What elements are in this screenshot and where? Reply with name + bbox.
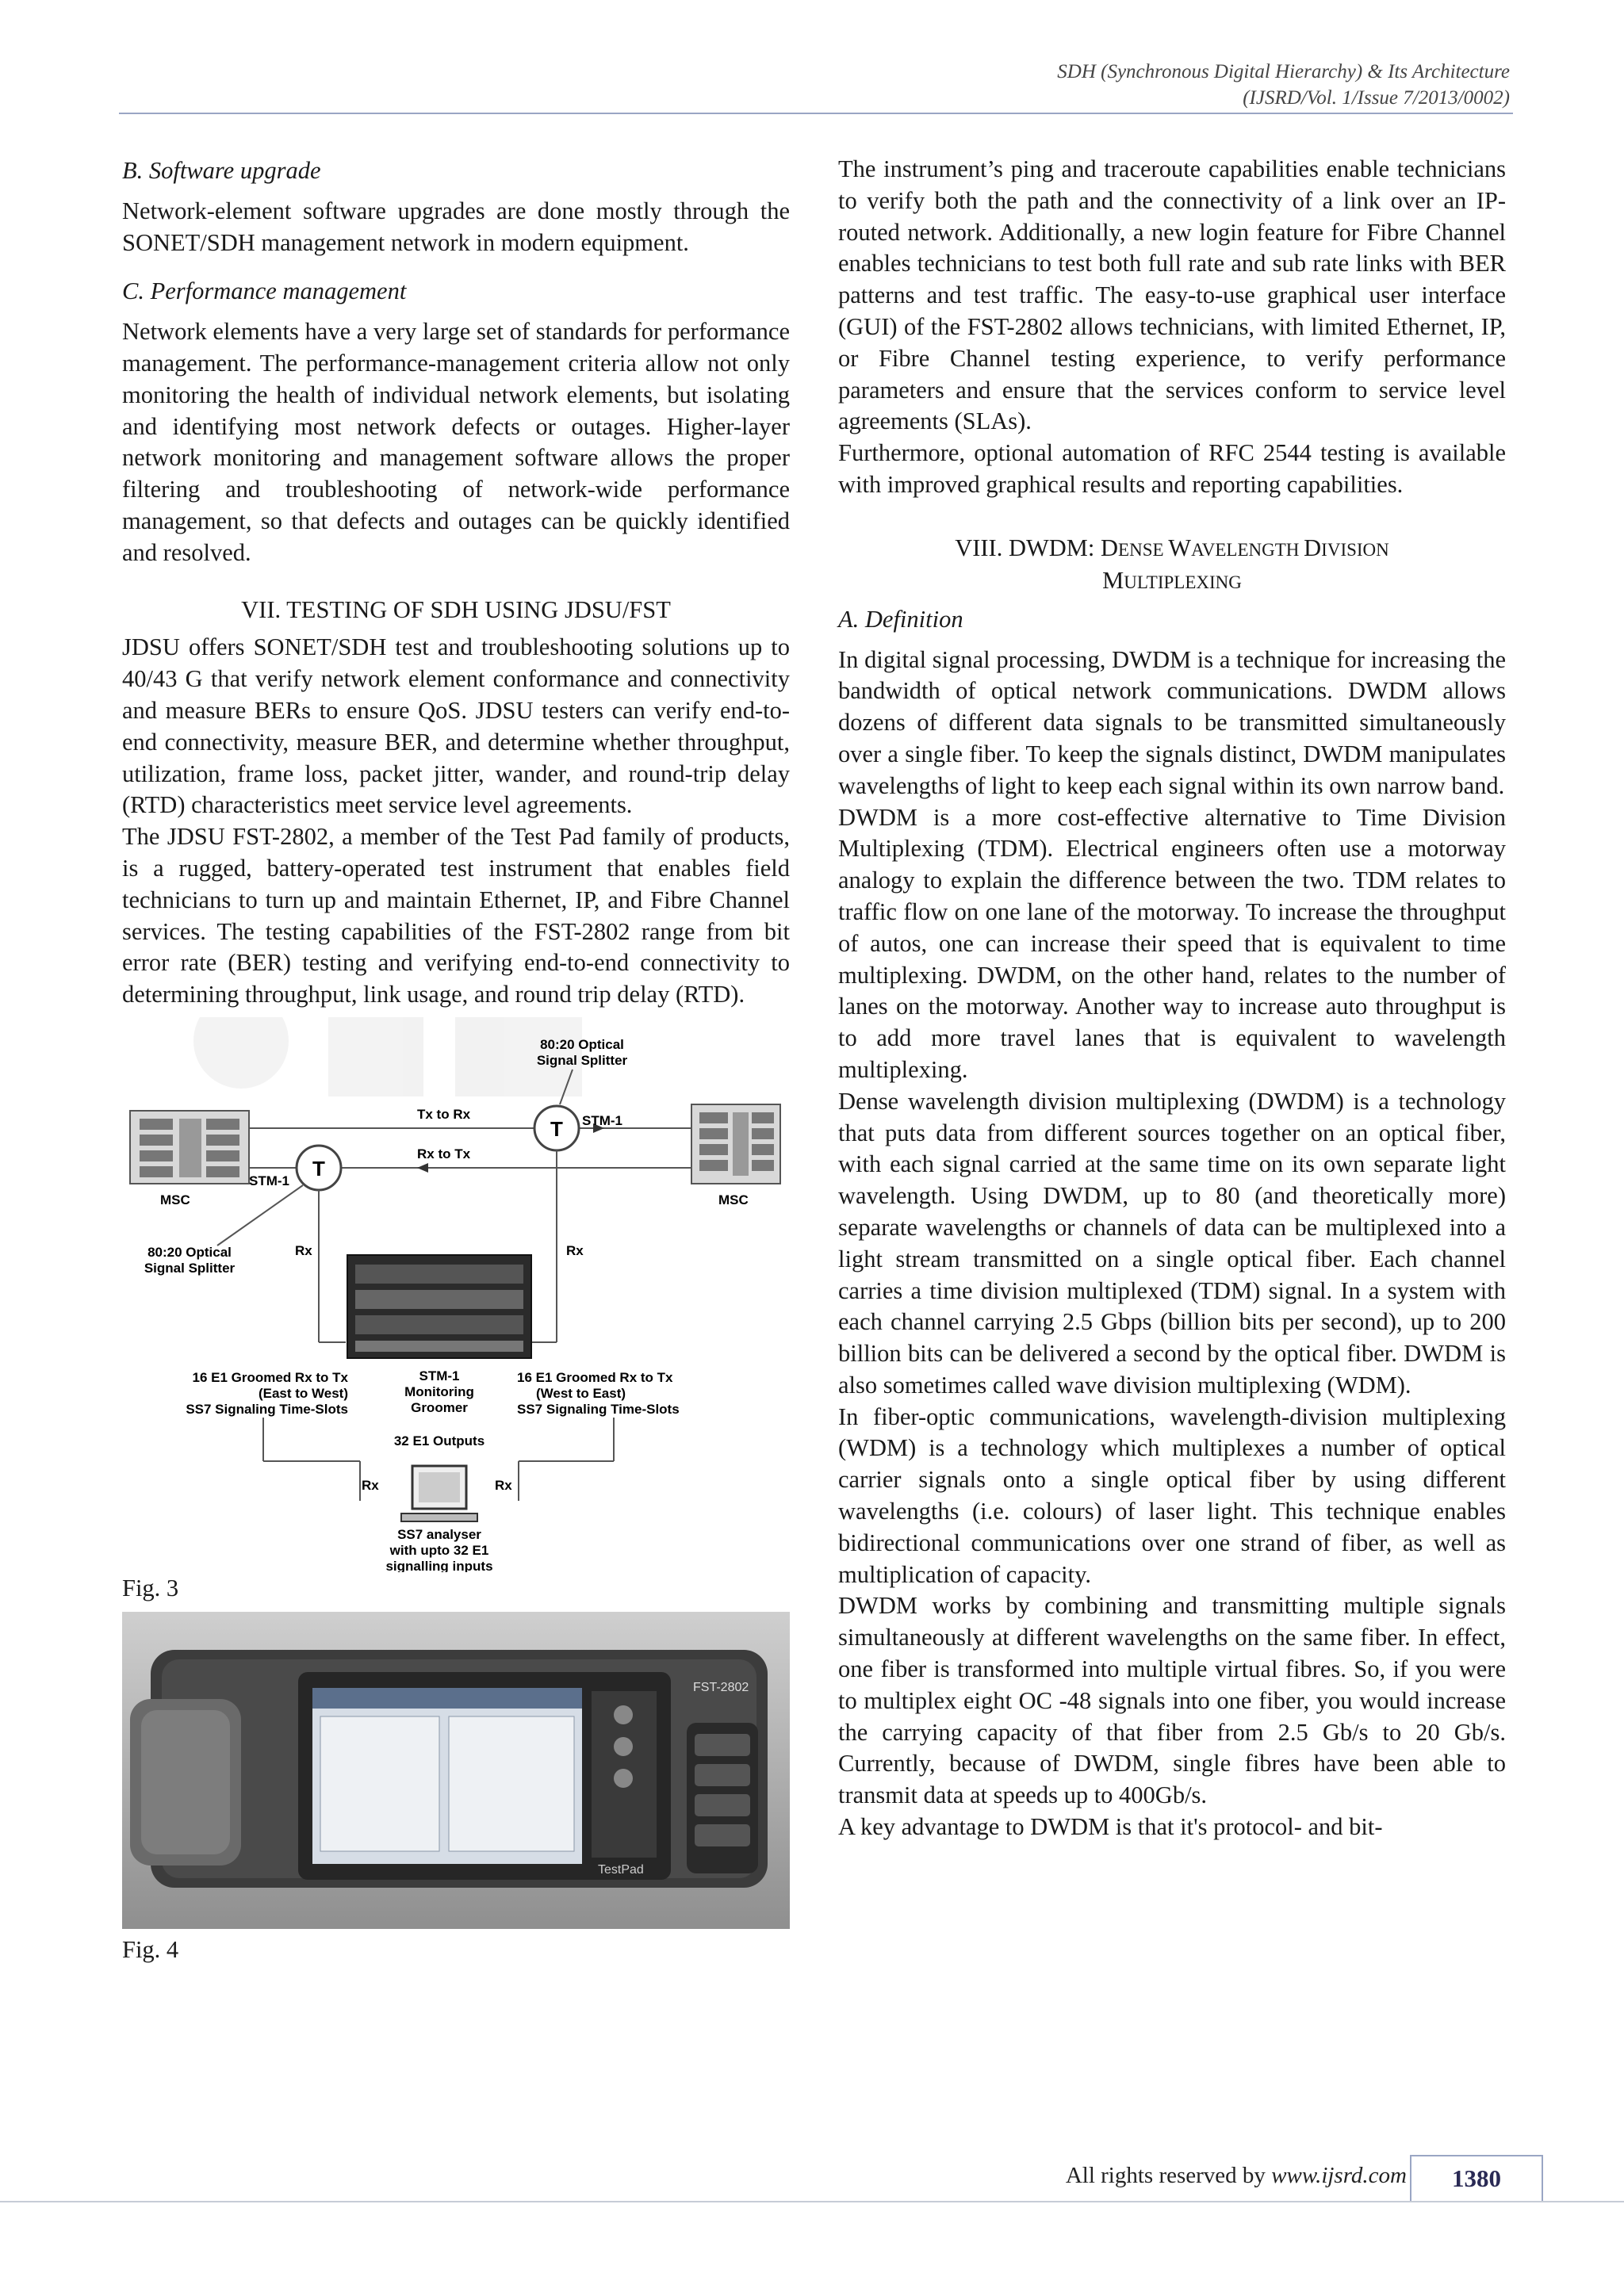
section-b-heading: B. Software upgrade xyxy=(122,157,321,184)
rx-left-label: Rx xyxy=(295,1242,312,1258)
footer-rights xyxy=(1066,2160,1407,2191)
figure-3-diagram xyxy=(122,1017,790,1572)
left-column xyxy=(122,155,790,1965)
section-8-heading-part: ULTIPLEXING xyxy=(1124,572,1242,592)
figure-4-caption: Fig. 4 xyxy=(122,1935,179,1963)
groom-left-1: 16 E1 Groomed Rx to Tx xyxy=(192,1369,348,1385)
groom-left-3: SS7 Signaling Time-Slots xyxy=(186,1401,348,1417)
right-paragraph-2: Furthermore, optional automation of RFC 2544 testing is available with improved graphical results and reporting capabilities. xyxy=(838,439,1506,498)
msc-right-label: MSC xyxy=(718,1192,749,1207)
msc-right-rack xyxy=(691,1104,780,1184)
groom-right-2: (West to East) xyxy=(536,1385,626,1401)
figure-3-caption: Fig. 3 xyxy=(122,1574,179,1601)
analyser-computer xyxy=(401,1466,477,1521)
splitter-right xyxy=(534,1106,579,1150)
splitter-top-label-2: Signal Splitter xyxy=(536,1052,628,1068)
right-paragraph-3: In digital signal processing, DWDM is a technique for increasing the bandwidth of optical network communications. DWDM allows dozens of different data signals to be transmitted simultaneously over a single fiber. To keep the signals distinct, DWDM manipulates wavelengths of light to keep each signal within its own narrow band. xyxy=(838,645,1506,799)
section-8-heading-part: VIII. DWDM: D xyxy=(955,534,1119,561)
section-8-heading xyxy=(838,533,1506,598)
groom-right-1: 16 E1 Groomed Rx to Tx xyxy=(517,1369,673,1385)
splitter-left-label: 80:20 Optical xyxy=(147,1244,232,1260)
rx-bottom-right-label: Rx xyxy=(495,1477,512,1493)
rx-right-label: Rx xyxy=(566,1242,584,1258)
groom-right-3: SS7 Signaling Time-Slots xyxy=(517,1401,680,1417)
splitter-left-label-2: Signal Splitter xyxy=(144,1260,236,1276)
splitter-top-label: 80:20 Optical xyxy=(540,1036,624,1052)
splitter-left xyxy=(297,1146,341,1190)
right-column xyxy=(838,154,1506,1843)
right-paragraph-6: In fiber-optic communications, wavelength-division multiplexing (WDM) is a technology which multiplexes a number of optical carrier signals onto a single optical fiber by using different wavelengths (i.e. colours) of laser light. This technique enables bidirectional communications over one strand of fiber, as well as multiplication of capacity. xyxy=(838,1402,1506,1588)
groomer-label-1: STM-1 xyxy=(419,1368,460,1383)
header-title: SDH (Synchronous Digital Hierarchy) & Its Architecture xyxy=(1057,61,1510,82)
section-8-heading-part: D xyxy=(1304,534,1322,561)
section-7-heading: VII. TESTING OF SDH USING JDSU/FST xyxy=(241,595,671,623)
section-8-heading-part: ENSE xyxy=(1118,539,1169,560)
header-citation: (IJSRD/Vol. 1/Issue 7/2013/0002) xyxy=(1243,87,1510,109)
msc-left-label: MSC xyxy=(160,1192,190,1207)
figure-4-photo xyxy=(122,1612,790,1929)
header-rule xyxy=(119,113,1513,114)
section-7-paragraph-1: JDSU offers SONET/SDH test and troubleshooting solutions up to 40/43 G that verify network element conformance and connectivity and measure BERs to ensure QoS. JDSU testers can verify end-to-end connectivity, measure BER, and determine whether throughput, utilization, frame loss, packet jitter, wander, and round-trip delay (RTD) characteristics meet service level agreements. xyxy=(122,633,790,819)
page-number: 1380 xyxy=(1410,2155,1543,2201)
msc-left-rack xyxy=(130,1111,249,1184)
right-paragraph-7: DWDM works by combining and transmitting multiple signals simultaneously at different wavelengths on the same fiber. In effect, one fiber is transformed into multiple virtual fibres. So, if you were to multiplex eight OC -48 signals into one fiber, you would increase the carrying capacity of that fiber from 2.5 Gb/s to 20 Gb/s. Currently, because of DWDM, single fibres have been able to transmit data at speeds up to 400Gb/s. xyxy=(838,1592,1506,1809)
watermark xyxy=(193,1017,582,1096)
stm1-right-label: STM-1 xyxy=(582,1112,622,1128)
section-c-paragraph: Network elements have a very large set of standards for performance management. The performance-management criteria allow not only monitoring the health of individual network elements, but isolating and identifying most network defects or outages. Higher-layer network monitoring and management software allows the proper filtering and troubleshooting of network-wide performance management, so that defects and outages can be quickly identified and resolved. xyxy=(122,318,790,566)
analyser-label-2: with upto 32 E1 xyxy=(389,1542,489,1558)
right-paragraph-1: The instrument’s ping and traceroute capabilities enable technicians to verify both the path and the connectivity of a link over an IP-routed network. Additionally, a new login feature for Fibre Channel enables technicians to test both full rate and sub rate links with BER patterns and test traffic. The easy-to-use graphical user interface (GUI) of the FST-2802 allows technicians, with limited Ethernet, IP, or Fibre Channel testing experience, to verify performance parameters and ensure that the services conform to service level agreements (SLAs). xyxy=(838,155,1506,435)
section-8-heading-part: AVELENGTH xyxy=(1191,539,1304,560)
figure-3-svg xyxy=(122,1017,790,1572)
stm1-left-label: STM-1 xyxy=(249,1173,289,1188)
analyser-label-1: SS7 analyser xyxy=(397,1526,481,1542)
groom-left-2: (East to West) xyxy=(258,1385,348,1401)
running-header xyxy=(320,59,1510,111)
section-b-paragraph: Network-element software upgrades are done mostly through the SONET/SDH management network in modern equipment. xyxy=(122,197,790,256)
svg-text:T: T xyxy=(550,1116,563,1141)
rx-to-tx-label: Rx to Tx xyxy=(417,1146,471,1161)
right-paragraph-4: DWDM is a more cost-effective alternative to Time Division Multiplexing (TDM). Electrical engineers often use a motorway analogy to explain the difference between the two. TDM relates to traffic flow on one lane of the motorway. To increase the throughput of autos, one can increase their speed that is equivalent to time multiplexing. DWDM, on the other hand, relates to the number of lanes on the motorway. Another way to increase auto throughput is to add more travel lanes that is equivalent to wavelength multiplexing. xyxy=(838,803,1506,1083)
outputs-label: 32 E1 Outputs xyxy=(393,1433,485,1448)
groomer-label-2: Monitoring xyxy=(404,1383,474,1399)
section-c-heading: C. Performance management xyxy=(122,277,407,305)
footer-rule xyxy=(0,2201,1624,2202)
rx-bottom-left-label: Rx xyxy=(362,1477,379,1493)
analyser-label-3: signalling inputs xyxy=(385,1558,493,1572)
right-paragraph-5: Dense wavelength division multiplexing (DWDM) is a technology that puts data from different sources together on an optical fiber, with each signal carried at the same time on its own separate light wavelength. Using DWDM, up to 80 (and theoretically more) separate wavelengths or channels of data can be multiplexed into a light stream transmitted on a single optical fiber. Each channel carries a time division multiplexed (TDM) signal. In a system with each channel carrying 2.5 Gbps (billion bits per second), up to 200 billion bits can be delivered a second by the optical fiber. DWDM is also sometimes called wave division multiplexing (WDM). xyxy=(838,1087,1506,1399)
device-brand-label: TestPad xyxy=(598,1862,644,1877)
right-paragraph-8: A key advantage to DWDM is that it's protocol- and bit- xyxy=(838,1813,1383,1841)
device-model-label: FST-2802 xyxy=(693,1680,749,1694)
footer-rights-text: All rights reserved by xyxy=(1065,2163,1272,2188)
section-8-heading-part: IVISION xyxy=(1321,539,1389,560)
svg-text:T: T xyxy=(312,1156,325,1181)
section-8-heading-part: W xyxy=(1168,534,1192,561)
groomer-equipment xyxy=(347,1255,531,1358)
groomer-label-3: Groomer xyxy=(411,1399,468,1415)
footer-site-link[interactable]: www.ijsrd.com xyxy=(1271,2163,1407,2188)
tx-to-rx-label: Tx to Rx xyxy=(417,1106,471,1122)
section-7-paragraph-2: The JDSU FST-2802, a member of the Test Pad family of products, is a rugged, battery-operated test instrument that enables field technicians to turn up and maintain Ethernet, IP, and Fibre Channel services. The testing capabilities of the FST-2802 range from bit error rate (BER) testing and verifying end-to-end connectivity to determining throughput, link usage, and round trip delay (RTD). xyxy=(122,823,790,1008)
section-8-heading-part: M xyxy=(1102,566,1124,594)
section-a-heading: A. Definition xyxy=(838,605,963,633)
figure-4-svg xyxy=(122,1612,790,1929)
